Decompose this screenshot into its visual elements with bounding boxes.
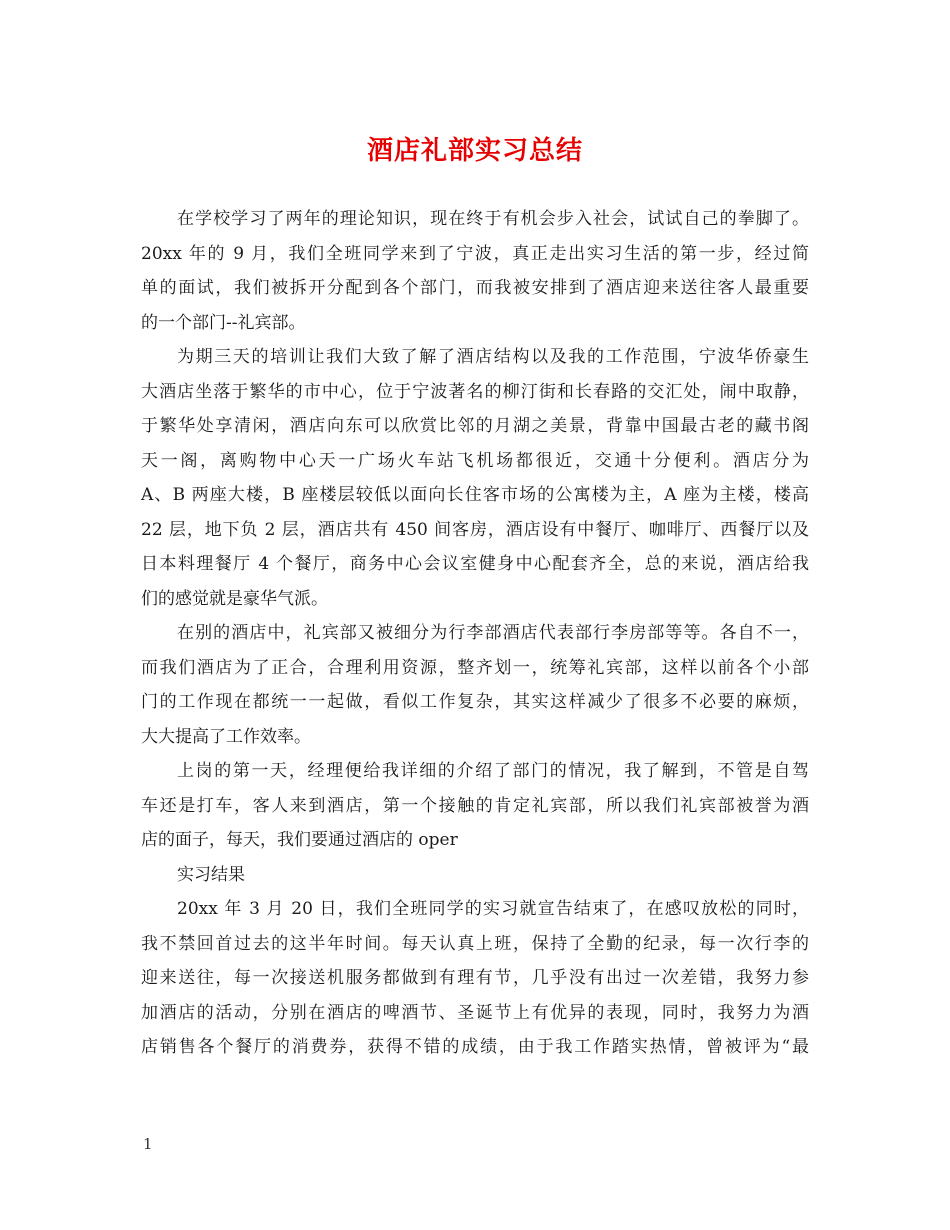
text-line: 天一阁，离购物中心天一广场火车站飞机场都很近，交通十分便利。酒店分为 — [141, 450, 809, 471]
text-line: 20xx 年 3 月 20 日，我们全班同学的实习就宣告结束了，在感叹放松的同时， — [177, 899, 809, 919]
text-line: 们的感觉就是豪华气派。 — [141, 588, 328, 609]
text-line: 日本料理餐厅 4 个餐厅，商务中心会议室健身中心配套齐全，总的来说，酒店给我 — [141, 554, 809, 574]
text-line: 大酒店坐落于繁华的市中心，位于宁波著名的柳汀街和长春路的交汇处，闹中取静， — [141, 381, 809, 402]
text-line: 店销售各个餐厅的消费券，获得不错的成绩，由于我工作踏实热情，曾被评为“最 — [141, 1037, 809, 1057]
text-line: A、B 两座大楼，B 座楼层较低以面向长住客市场的公寓楼为主，A 座为主楼，楼高 — [141, 485, 809, 505]
text-line: 实习结果 — [177, 864, 245, 885]
text-line: 在学校学习了两年的理论知识，现在终于有机会步入社会，试试自己的拳脚了。 — [177, 209, 809, 229]
text-line: 而我们酒店为了正合，合理利用资源，整齐划一，统筹礼宾部，这样以前各个小部 — [141, 657, 809, 678]
document-body — [141, 202, 809, 1065]
text-line: 22 层，地下负 2 层，酒店共有 450 间客房，酒店设有中餐厅、咖啡厅、西餐厅以及 — [141, 519, 809, 540]
text-line: 为期三天的培训让我们大致了解了酒店结构以及我的工作范围，宁波华侨豪生 — [177, 347, 809, 367]
text-line: 加酒店的活动，分别在酒店的啤酒节、圣诞节上有优异的表现，同时，我努力为酒 — [141, 1002, 809, 1023]
text-line: 20xx 年的 9 月，我们全班同学来到了宁波，真正走出实习生活的第一步，经过简 — [141, 243, 809, 264]
text-line: 门的工作现在都统一一起做，看似工作复杂，其实这样减少了很多不必要的麻烦， — [141, 692, 809, 712]
text-line: 店的面子，每天，我们要通过酒店的 oper — [141, 830, 458, 850]
document-title: 酒店礼部实习总结 — [366, 136, 583, 166]
text-line: 迎来送往，每一次接送机服务都做到有理有节，几乎没有出过一次差错，我努力参 — [141, 968, 809, 988]
text-line: 于繁华处享清闲，酒店向东可以欣赏比邻的月湖之美景，背靠中国最古老的藏书阁 — [141, 416, 809, 436]
page-number: 1 — [143, 1135, 153, 1153]
text-line: 的一个部门--礼宾部。 — [141, 312, 306, 333]
text-line: 上岗的第一天，经理便给我详细的介绍了部门的情况，我了解到，不管是自驾 — [177, 761, 809, 781]
text-line: 单的面试，我们被拆开分配到各个部门，而我被安排到了酒店迎来送往客人最重要 — [141, 278, 809, 298]
text-line: 大大提高了工作效率。 — [141, 726, 311, 747]
text-line: 车还是打车，客人来到酒店，第一个接触的肯定礼宾部，所以我们礼宾部被誉为酒 — [141, 795, 809, 816]
text-line: 在别的酒店中，礼宾部又被细分为行李部酒店代表部行李房部等等。各自不一， — [177, 623, 809, 643]
text-line: 我不禁回首过去的这半年时间。每天认真上班，保持了全勤的纪录，每一次行李的 — [141, 933, 809, 954]
